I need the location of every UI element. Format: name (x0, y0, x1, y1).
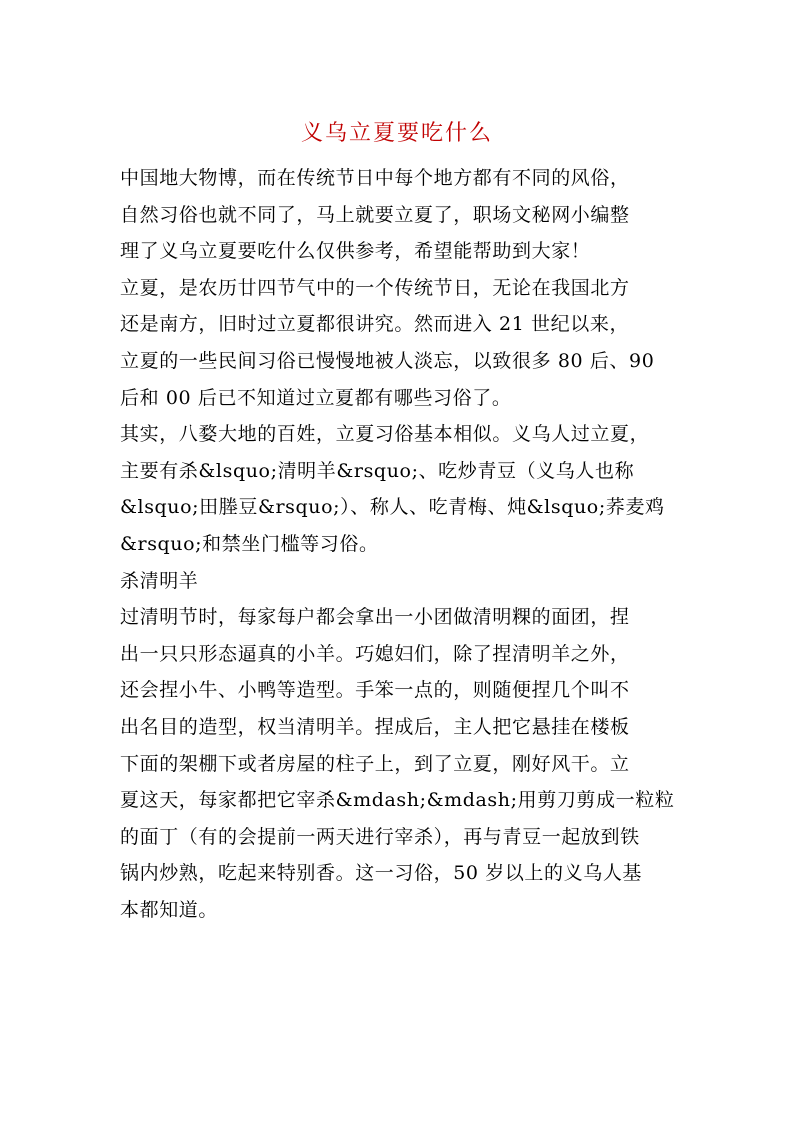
body-line: 本都知道。 (120, 898, 219, 921)
body-line: 主要有杀&lsquo;清明羊&rsquo;、吃炒青豆（义乌人也称 (120, 459, 635, 482)
body-line: 其实，八婺大地的百姓，立夏习俗基本相似。义乌人过立夏， (120, 423, 650, 446)
body-line: 出名目的造型，权当清明羊。捏成后，主人把它悬挂在楼板 (120, 715, 630, 738)
body-line: 立夏，是农历廿四节气中的一个传统节日，无论在我国北方 (120, 276, 630, 299)
section-heading: 杀清明羊 (120, 569, 199, 592)
body-line: 还会捏小牛、小鸭等造型。手笨一点的，则随便捏几个叫不 (120, 679, 630, 702)
document-body (120, 160, 696, 928)
document-title: 义乌立夏要吃什么 (300, 120, 493, 146)
body-line: 还是南方，旧时过立夏都很讲究。然而进入 21 世纪以来， (120, 313, 630, 336)
body-line: 下面的架棚下或者房屋的柱子上，到了立夏，刚好风干。立 (120, 752, 630, 775)
body-line: 自然习俗也就不同了，马上就要立夏了，职场文秘网小编整 (120, 203, 630, 226)
body-line: 过清明节时，每家每户都会拿出一小团做清明粿的面团，捏 (120, 606, 630, 629)
body-line: &lsquo;田塍豆&rsquo;）、称人、吃青梅、炖&lsquo;荞麦鸡 (120, 496, 665, 519)
body-line: 夏这天，每家都把它宰杀&mdash;&mdash;用剪刀剪成一粒粒 (120, 789, 675, 812)
body-line: 后和 00 后已不知道过立夏都有哪些习俗了。 (120, 386, 512, 409)
body-line: 立夏的一些民间习俗已慢慢地被人淡忘，以致很多 80 后、90 (120, 349, 655, 372)
body-line: &rsquo;和禁坐门槛等习俗。 (120, 532, 379, 555)
body-line: 锅内炒熟，吃起来特别香。这一习俗，50 岁以上的义乌人基 (120, 862, 643, 885)
body-line: 出一只只形态逼真的小羊。巧媳妇们，除了捏清明羊之外， (120, 642, 630, 665)
body-line: 中国地大物博，而在传统节日中每个地方都有不同的风俗， (120, 167, 630, 189)
body-line: 的面丁（有的会提前一两天进行宰杀），再与青豆一起放到铁 (120, 825, 640, 848)
body-line: 理了义乌立夏要吃什么仅供参考，希望能帮助到大家！ (120, 240, 591, 263)
